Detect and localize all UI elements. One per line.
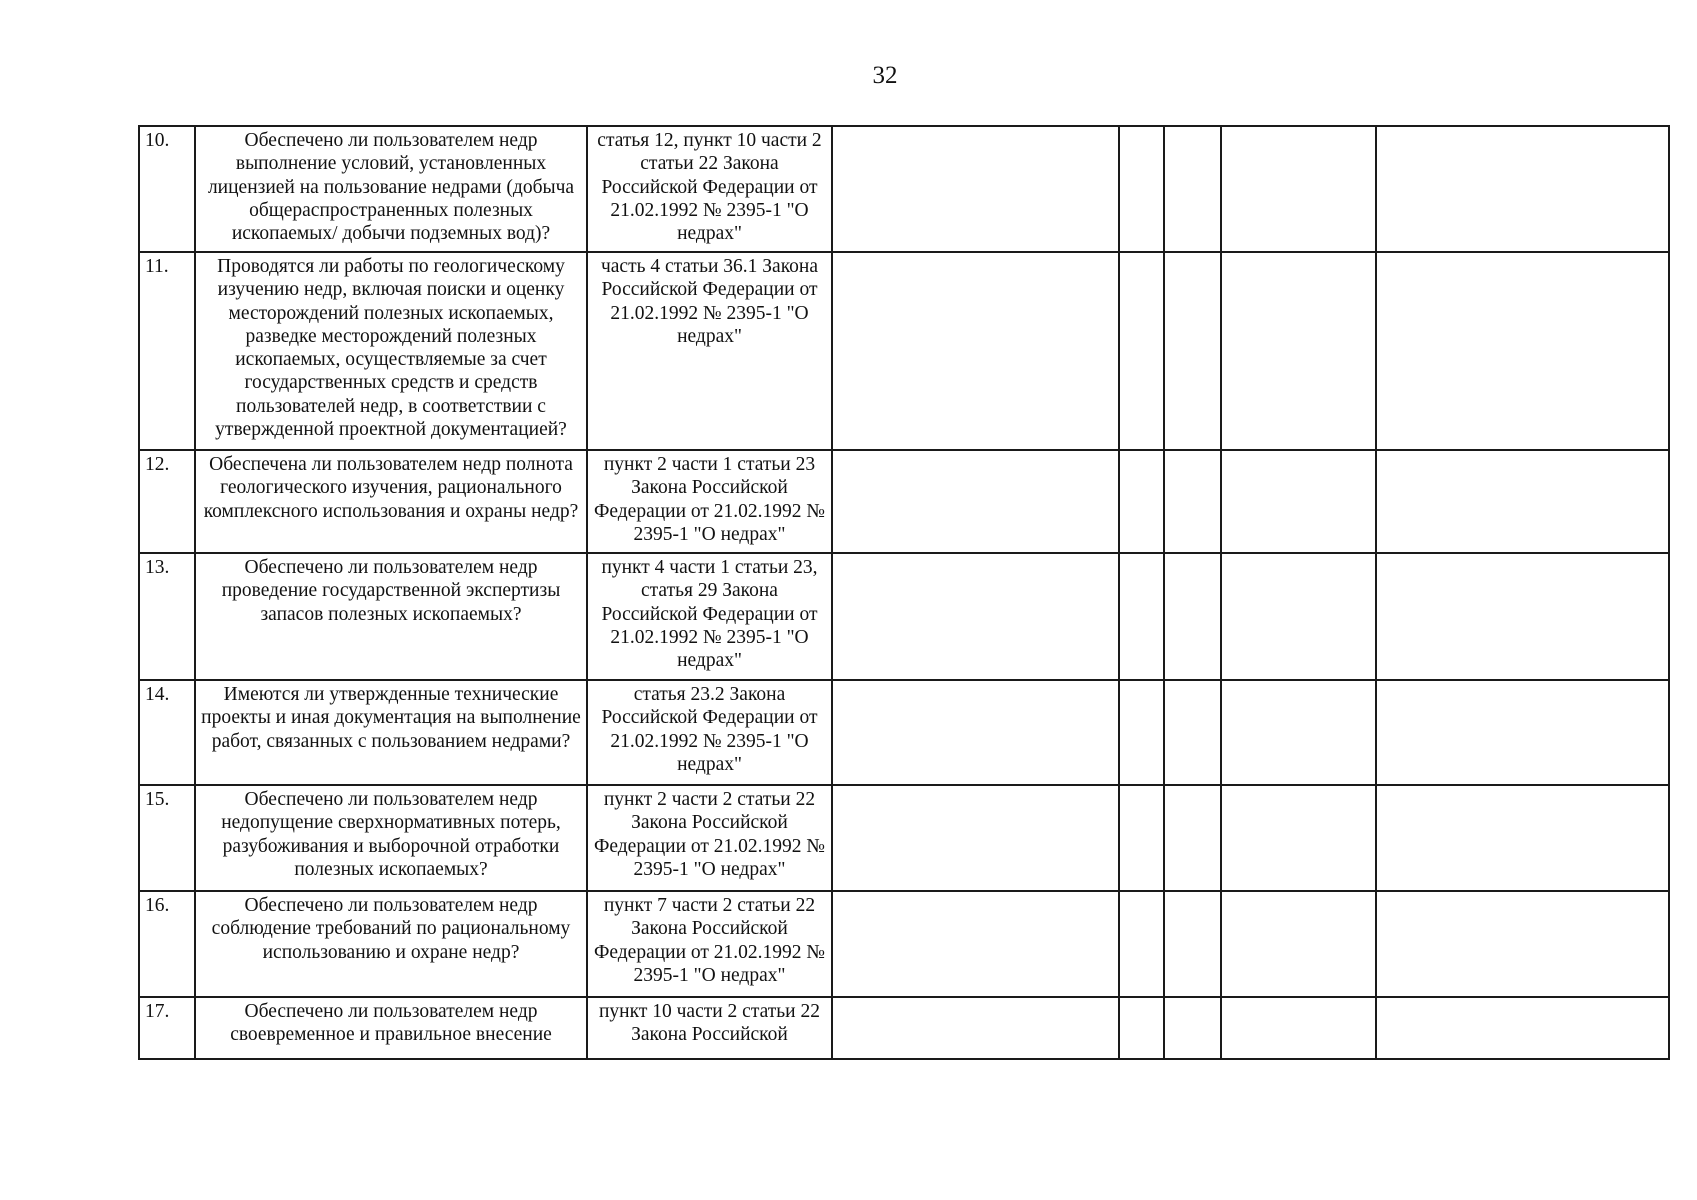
- table-row: [139, 252, 1669, 450]
- empty-answer-cell: [1119, 680, 1164, 785]
- table-row: [139, 891, 1669, 997]
- empty-answer-cell: [1164, 680, 1221, 785]
- empty-answer-cell: [832, 553, 1119, 680]
- row-legal-reference: пункт 2 части 1 статьи 23 Закона Российской Федерации от 21.02.1992 № 2395-1 "О недрах": [587, 450, 832, 553]
- row-question: Обеспечено ли пользователем недр выполнение условий, установленных лицензией на пользование недрами (добыча общераспространенных полезных ископаемых/ добычи подземных вод)?: [195, 126, 587, 252]
- empty-answer-cell: [832, 680, 1119, 785]
- empty-answer-cell: [1164, 785, 1221, 891]
- empty-answer-cell: [1164, 997, 1221, 1059]
- row-number: 15.: [139, 785, 195, 891]
- empty-answer-cell: [1119, 252, 1164, 450]
- row-number: 16.: [139, 891, 195, 997]
- row-legal-reference: статья 12, пункт 10 части 2 статьи 22 Закона Российской Федерации от 21.02.1992 № 2395-1 "О недрах": [587, 126, 832, 252]
- empty-answer-cell: [1119, 553, 1164, 680]
- empty-answer-cell: [1221, 252, 1376, 450]
- table-row: [139, 785, 1669, 891]
- row-number: 13.: [139, 553, 195, 680]
- row-legal-reference: статья 23.2 Закона Российской Федерации от 21.02.1992 № 2395-1 "О недрах": [587, 680, 832, 785]
- row-question: Обеспечено ли пользователем недр недопущение сверхнормативных потерь, разубоживания и выборочной отработки полезных ископаемых?: [195, 785, 587, 891]
- page-number: 32: [872, 62, 898, 89]
- table-row: [139, 997, 1669, 1059]
- empty-answer-cell: [1376, 450, 1669, 553]
- empty-answer-cell: [1376, 785, 1669, 891]
- empty-answer-cell: [832, 126, 1119, 252]
- row-legal-reference: пункт 2 части 2 статьи 22 Закона Российской Федерации от 21.02.1992 № 2395-1 "О недрах": [587, 785, 832, 891]
- empty-answer-cell: [1119, 126, 1164, 252]
- row-legal-reference: пункт 7 части 2 статьи 22 Закона Российской Федерации от 21.02.1992 № 2395-1 "О недрах": [587, 891, 832, 997]
- empty-answer-cell: [832, 252, 1119, 450]
- row-number: 14.: [139, 680, 195, 785]
- empty-answer-cell: [1164, 553, 1221, 680]
- table-row: [139, 680, 1669, 785]
- empty-answer-cell: [1221, 785, 1376, 891]
- checklist-table: [138, 125, 1670, 1060]
- empty-answer-cell: [1221, 680, 1376, 785]
- empty-answer-cell: [1221, 997, 1376, 1059]
- row-question: Обеспечено ли пользователем недр проведение государственной экспертизы запасов полезных ископаемых?: [195, 553, 587, 680]
- empty-answer-cell: [1221, 450, 1376, 553]
- row-number: 11.: [139, 252, 195, 450]
- row-number: 12.: [139, 450, 195, 553]
- empty-answer-cell: [1164, 450, 1221, 553]
- empty-answer-cell: [832, 450, 1119, 553]
- empty-answer-cell: [1376, 126, 1669, 252]
- row-legal-reference: пункт 4 части 1 статьи 23, статья 29 Закона Российской Федерации от 21.02.1992 № 2395-1 "О недрах": [587, 553, 832, 680]
- table-row: [139, 126, 1669, 252]
- empty-answer-cell: [1221, 553, 1376, 680]
- empty-answer-cell: [1119, 891, 1164, 997]
- table-row: [139, 450, 1669, 553]
- empty-answer-cell: [1119, 785, 1164, 891]
- row-number: 10.: [139, 126, 195, 252]
- row-legal-reference: пункт 10 части 2 статьи 22 Закона Российской: [587, 997, 832, 1059]
- empty-answer-cell: [1221, 891, 1376, 997]
- empty-answer-cell: [1164, 891, 1221, 997]
- row-question: Проводятся ли работы по геологическому изучению недр, включая поиски и оценку месторождений полезных ископаемых, разведке месторождений полезных ископаемых, осуществляемые за счет государственных средств и средств пользователей недр, в соответствии с утвержденной проектной документацией?: [195, 252, 587, 450]
- row-number: 17.: [139, 997, 195, 1059]
- empty-answer-cell: [1376, 553, 1669, 680]
- row-question: Обеспечено ли пользователем недр своевременное и правильное внесение: [195, 997, 587, 1059]
- row-question: Обеспечено ли пользователем недр соблюдение требований по рациональному использованию и охране недр?: [195, 891, 587, 997]
- empty-answer-cell: [1164, 126, 1221, 252]
- empty-answer-cell: [832, 997, 1119, 1059]
- empty-answer-cell: [1376, 252, 1669, 450]
- empty-answer-cell: [1164, 252, 1221, 450]
- empty-answer-cell: [1376, 680, 1669, 785]
- empty-answer-cell: [1221, 126, 1376, 252]
- row-question: Имеются ли утвержденные технические проекты и иная документация на выполнение работ, связанных с пользованием недрами?: [195, 680, 587, 785]
- empty-answer-cell: [1119, 450, 1164, 553]
- empty-answer-cell: [832, 891, 1119, 997]
- empty-answer-cell: [832, 785, 1119, 891]
- row-legal-reference: часть 4 статьи 36.1 Закона Российской Федерации от 21.02.1992 № 2395-1 "О недрах": [587, 252, 832, 450]
- empty-answer-cell: [1119, 997, 1164, 1059]
- empty-answer-cell: [1376, 891, 1669, 997]
- empty-answer-cell: [1376, 997, 1669, 1059]
- table-row: [139, 553, 1669, 680]
- row-question: Обеспечена ли пользователем недр полнота геологического изучения, рационального комплексного использования и охраны недр?: [195, 450, 587, 553]
